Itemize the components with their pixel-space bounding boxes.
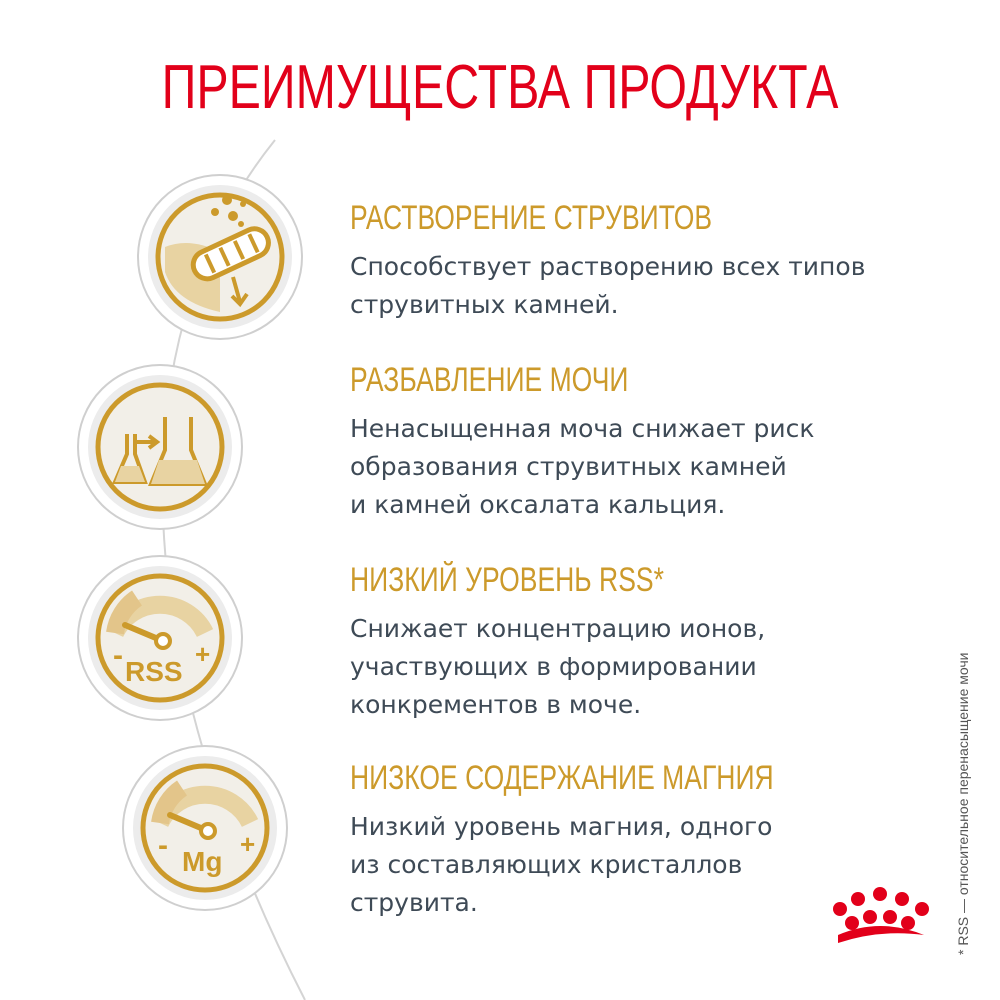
gauge-minus-sign: -	[158, 829, 168, 862]
feature-description: Снижает концентрацию ионов, участвующих в формировании конкрементов в моче.	[350, 614, 766, 719]
feature-title: НИЗКОЕ СОДЕРЖАНИЕ МАГНИЯ	[350, 759, 774, 797]
feature-title: НИЗКИЙ УРОВЕНЬ RSS*	[350, 561, 664, 599]
feature-struvite-dissolution	[350, 200, 910, 324]
flasks-dilution-icon	[75, 362, 245, 532]
gauge-label: Mg	[182, 846, 223, 877]
feature-urine-dilution	[350, 362, 910, 524]
dissolving-stone-icon	[135, 172, 305, 342]
feature-low-rss	[350, 562, 910, 724]
mg-gauge-icon	[120, 743, 290, 913]
royal-canin-crown-logo	[830, 885, 940, 955]
gauge-minus-sign: -	[113, 639, 123, 672]
feature-description: Низкий уровень магния, одного из составляющих кристаллов струвита.	[350, 812, 773, 917]
gauge-plus-sign: +	[195, 639, 211, 669]
feature-description: Способствует растворению всех типов струвитных камней.	[350, 252, 866, 319]
feature-title: РАЗБАВЛЕНИЕ МОЧИ	[350, 361, 629, 399]
rss-gauge-icon	[75, 553, 245, 723]
feature-low-magnesium	[350, 760, 910, 922]
footnote: * RSS — относительное перенасыщение мочи	[955, 652, 971, 955]
page-title: ПРЕИМУЩЕСТВА ПРОДУКТА	[161, 53, 839, 122]
feature-description: Ненасыщенная моча снижает риск образования струвитных камней и камней оксалата кальция.	[350, 414, 815, 519]
gauge-label: RSS	[125, 656, 183, 687]
feature-title: РАСТВОРЕНИЕ СТРУВИТОВ	[350, 199, 713, 237]
gauge-plus-sign: +	[240, 829, 256, 859]
